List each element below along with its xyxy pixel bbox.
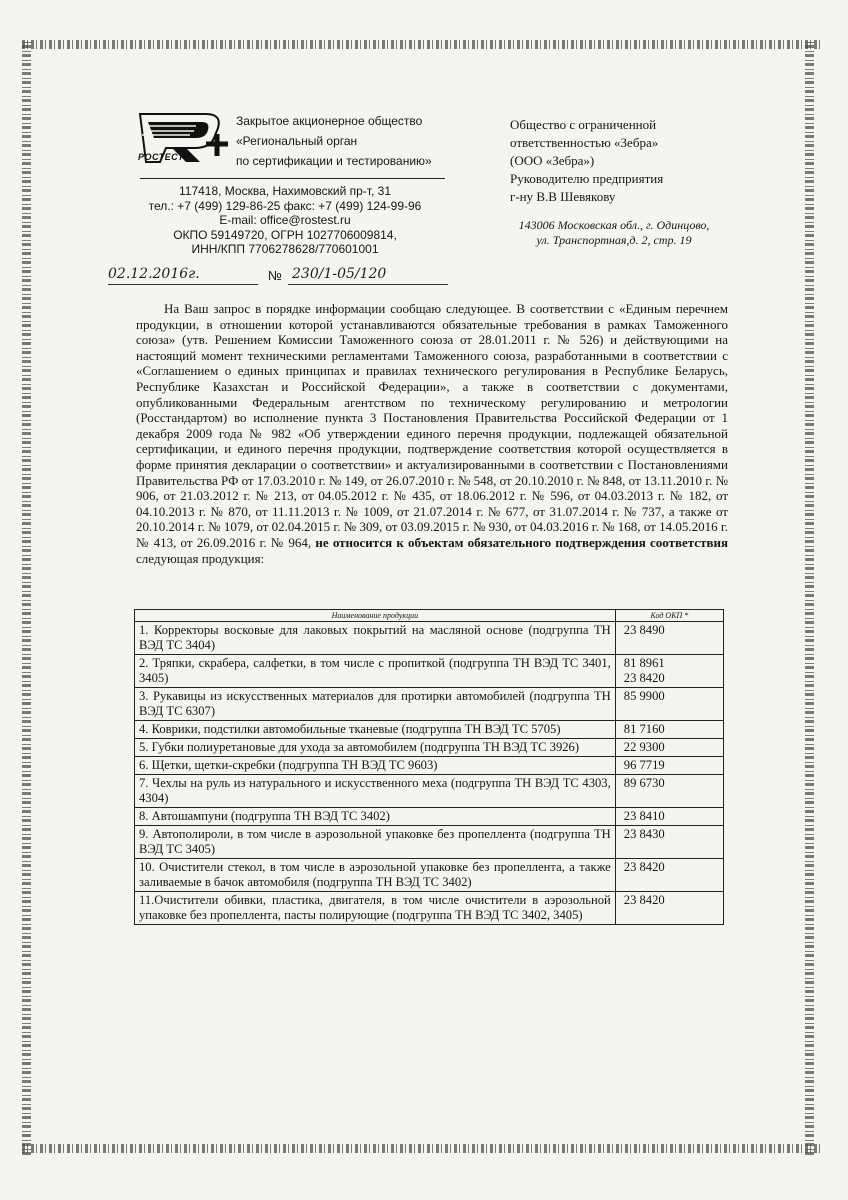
address: 117418, Москва, Нахимовский пр-т, 31 xyxy=(178,184,391,198)
ornamental-border-left xyxy=(22,40,31,1155)
product-name: 10. Очистители стекол, в том числе в аэрозольной упаковке без пропеллента, а также заливаемые в бачок автомобиля (подгруппа ТН ВЭД ТС 3402) xyxy=(135,859,616,892)
recipient-address-line: ул. Транспортная,д. 2, стр. 19 xyxy=(536,233,692,247)
body-bold-statement: не относится к объектам обязательного подтверждения соответствия xyxy=(315,534,729,550)
outgoing-date: 02.12.2016г. xyxy=(108,266,200,282)
letter-body xyxy=(136,301,728,566)
recipient-address xyxy=(494,218,734,248)
table-row xyxy=(135,808,724,826)
recipient-address-line: 143006 Московская обл., г. Одинцово, xyxy=(518,218,710,232)
product-code: 23 8420 xyxy=(615,892,723,925)
product-name: 3. Рукавицы из искусственных материалов для протирки автомобилей (подгруппа ТН ВЭД ТС 6307) xyxy=(135,688,616,721)
number-underline xyxy=(288,284,448,285)
number-label: № xyxy=(268,268,282,283)
organization-name xyxy=(236,111,432,171)
product-code: 23 8490 xyxy=(615,622,723,655)
logo-caption: РОСТЕСТ xyxy=(138,152,184,162)
inn-kpp: ИНН/КПП 7706278628/770601001 xyxy=(191,242,379,256)
table-header-row xyxy=(135,610,724,622)
org-line: Закрытое акционерное общество xyxy=(236,114,423,128)
email: E-mail: office@rostest.ru xyxy=(219,213,351,227)
product-code: 89 6730 xyxy=(615,775,723,808)
product-code: 23 8410 xyxy=(615,808,723,826)
table-row xyxy=(135,775,724,808)
body-paragraph: На Ваш запрос в порядке информации сообщаю следующее. В соответствии с «Единым перечнем продукции, в отношении которой устанавливаются обязательные требования в рамках Таможенного союза» (утв. Решением Комиссии Таможенного союза от 28.01.2011 г. № 526) и действующими на настоящий момент техническими регламентами Таможенного союза, разработанными в соответствии с «Соглашением о единых принципах и правилах технического регулирования в Республике Беларусь, Республике Казахстан и Российской Федерации», а также в соответствии с документами, опубликованными Федеральным агентством по техническому регулированию и метрологии (Росстандартом) во исполнение пункта 3 Постановления Правительства Российской Федерации от 1 декабря 2009 года № 982 «Об утверждении единого перечня продукции, подлежащей обязательной сертификации, и единого перечня продукции, подтверждение соответствия которой осуществляется в форме принятия декларации о соответствии» и актуализированными в соответствии с Постановлениями Правительства РФ от 17.03.2010 г. № 149, от 26.07.2010 г. № 548, от 20.10.2010 г. № 848, от 13.11.2010 г. № 906, от 21.03.2012 г. № 213, от 04.05.2012 г. № 435, от 18.06.2012 г. № 596, от 04.03.2013 г. № 182, от 04.10.2013 г. № 870, от 11.11.2013 г. № 1009, от 21.07.2014 г. № 677, от 31.07.2014 г. № 737, а также от 20.10.2014 г. № 1079, от 02.04.2015 г. № 309, от 03.09.2015 г. № 930, от 04.03.2016 г. № 168, от 14.05.2016 г. № 413, от 26.09.2016 г. № 964, xyxy=(136,301,728,550)
recipient-line: ответственностью «Зебра» xyxy=(510,135,659,150)
recipient-line: г-ну В.В Шевякову xyxy=(510,189,616,204)
product-code: 23 8430 xyxy=(615,826,723,859)
recipient-line: Общество с ограниченной xyxy=(510,117,657,132)
phones: тел.: +7 (499) 129-86-25 факс: +7 (499) 124-99-96 xyxy=(148,198,422,213)
outgoing-reference xyxy=(108,264,448,290)
letterhead-contacts xyxy=(140,184,430,257)
product-code: 85 9900 xyxy=(615,688,723,721)
column-header-code: Код ОКП * xyxy=(615,610,723,622)
org-line: «Региональный орган xyxy=(236,134,358,148)
table-row xyxy=(135,721,724,739)
table-row xyxy=(135,622,724,655)
product-name: 1. Корректоры восковые для лаковых покрытий на масляной основе (подгруппа ТН ВЭД ТС 3404) xyxy=(135,622,616,655)
recipient-line: Руководителю предприятия xyxy=(510,171,664,186)
recipient-block xyxy=(510,116,663,206)
product-name: 6. Щетки, щетки-скребки (подгруппа ТН ВЭД ТС 9603) xyxy=(135,757,616,775)
ornamental-border-bottom xyxy=(22,1144,822,1153)
letterhead-divider xyxy=(140,178,445,179)
products-table xyxy=(134,609,724,925)
product-name: 11.Очистители обивки, пластика, двигателя, в том числе очистители в аэрозольной упаковке без пропеллента, пасты полирующие (подгруппа ТН ВЭД ТС 3402, 3405) xyxy=(135,892,616,925)
body-tail: следующая продукция: xyxy=(136,550,265,566)
product-code: 81 8961 23 8420 xyxy=(615,655,723,688)
outgoing-number: 230/1-05/120 xyxy=(292,266,387,282)
column-header-name: Наименование продукции xyxy=(135,610,616,622)
table-row xyxy=(135,859,724,892)
product-code: 96 7719 xyxy=(615,757,723,775)
table-row xyxy=(135,688,724,721)
ornamental-border-top xyxy=(22,40,822,49)
org-line: по сертификации и тестированию» xyxy=(236,154,432,168)
table-row xyxy=(135,655,724,688)
product-name: 5. Губки полиуретановые для ухода за автомобилем (подгруппа ТН ВЭД ТС 3926) xyxy=(135,739,616,757)
table-row xyxy=(135,739,724,757)
recipient-line: (ООО «Зебра») xyxy=(510,153,595,168)
product-code: 81 7160 xyxy=(615,721,723,739)
product-name: 7. Чехлы на руль из натурального и искусственного меха (подгруппа ТН ВЭД ТС 4303, 4304) xyxy=(135,775,616,808)
product-code: 22 9300 xyxy=(615,739,723,757)
okpo-ogrn: ОКПО 59149720, ОГРН 1027706009814, xyxy=(173,227,397,242)
date-underline xyxy=(108,284,258,285)
product-name: 8. Автошампуни (подгруппа ТН ВЭД ТС 3402) xyxy=(135,808,616,826)
ornamental-border-right xyxy=(805,40,814,1155)
product-name: 9. Автополироли, в том числе в аэрозольной упаковке без пропеллента (подгруппа ТН ВЭД ТС 3405) xyxy=(135,826,616,859)
product-name: 4. Коврики, подстилки автомобильные тканевые (подгруппа ТН ВЭД ТС 5705) xyxy=(135,721,616,739)
table-row xyxy=(135,757,724,775)
product-code: 23 8420 xyxy=(615,859,723,892)
table-row xyxy=(135,892,724,925)
table-row xyxy=(135,826,724,859)
product-name: 2. Тряпки, скрабера, салфетки, в том числе с пропиткой (подгруппа ТН ВЭД ТС 3401, 3405) xyxy=(135,655,616,688)
